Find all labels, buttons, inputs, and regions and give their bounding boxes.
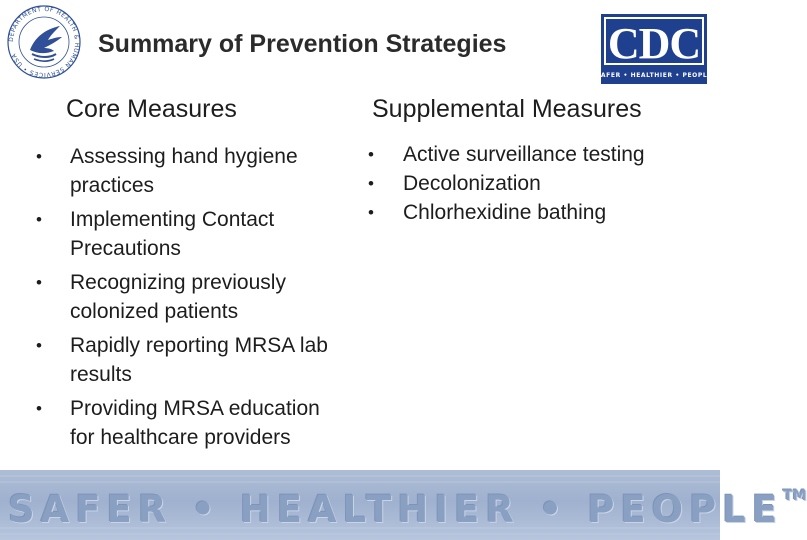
list-item	[368, 200, 698, 226]
bullet-icon: •	[36, 147, 42, 166]
list-item-text: Rapidly reporting MRSA lab results	[70, 334, 328, 386]
cdc-logo-icon	[596, 14, 712, 84]
list-item-text: Decolonization	[403, 172, 541, 195]
bullet-icon: •	[36, 210, 42, 229]
svg-text:DEPARTMENT OF HEALTH & HUMAN S: DEPARTMENT OF HEALTH & HUMAN SERVICES • USA	[7, 5, 81, 79]
list-item-text: Providing MRSA education for healthcare providers	[70, 397, 320, 449]
footer-slogan-text: SAFER • HEALTHIER • PEOPLE	[8, 488, 784, 531]
list-item	[36, 394, 336, 452]
hhs-seal-icon	[6, 4, 82, 80]
page-title: Summary of Prevention Strategies	[98, 30, 507, 58]
list-item	[36, 331, 336, 389]
list-item	[368, 142, 698, 168]
list-item-text: Chlorhexidine bathing	[403, 201, 607, 224]
trademark: TM	[783, 488, 807, 504]
bullet-icon: •	[368, 145, 374, 164]
supplemental-measures-heading: Supplemental Measures	[372, 95, 642, 123]
bullet-icon: •	[36, 399, 42, 418]
list-item	[36, 142, 336, 200]
svg-text:SAFER • HEALTHIER • PEOPLE: SAFER • HEALTHIER • PEOPLE	[596, 72, 712, 79]
list-item	[36, 268, 336, 326]
list-item-text: Implementing Contact Precautions	[70, 208, 275, 260]
svg-text:CDC: CDC	[607, 19, 701, 68]
list-item-text: Assessing hand hygiene practices	[70, 145, 298, 197]
bullet-icon: •	[368, 174, 374, 193]
bullet-icon: •	[368, 203, 374, 222]
footer-slogan	[8, 488, 807, 531]
list-item	[36, 205, 336, 263]
footer-band	[0, 470, 807, 540]
core-measures-list	[36, 142, 336, 457]
supplemental-measures-list	[368, 142, 698, 229]
core-measures-heading: Core Measures	[66, 95, 237, 123]
list-item-text: Active surveillance testing	[403, 143, 645, 166]
list-item	[368, 171, 698, 197]
list-item-text: Recognizing previously colonized patients	[70, 271, 286, 323]
bullet-icon: •	[36, 273, 42, 292]
bullet-icon: •	[36, 336, 42, 355]
